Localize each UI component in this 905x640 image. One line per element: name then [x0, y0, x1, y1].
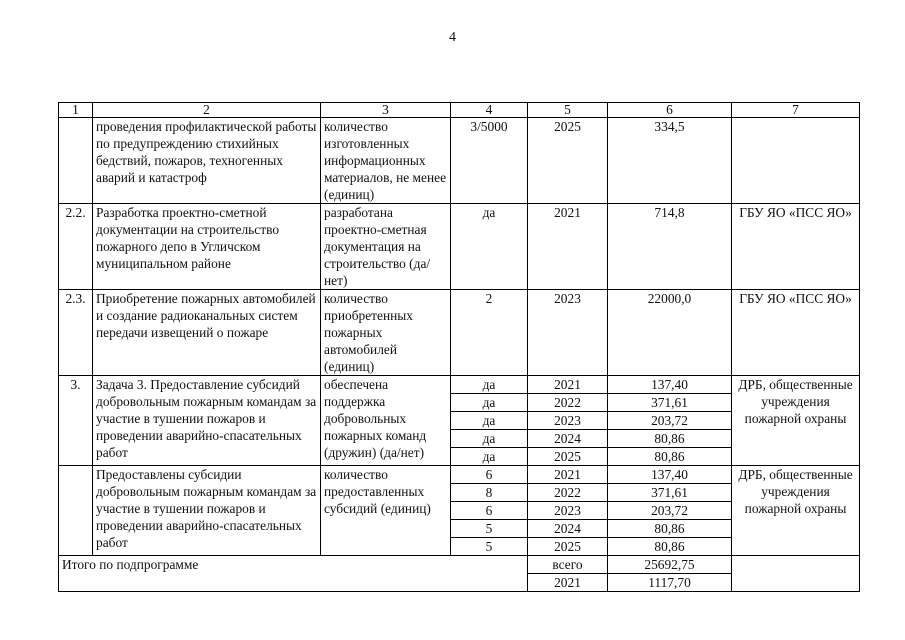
header-cell: 7: [732, 103, 860, 118]
total-year: 2021: [528, 574, 608, 592]
row-year: 2021: [528, 204, 608, 290]
row-year: 2024: [528, 520, 608, 538]
table-row: [59, 466, 860, 484]
row-name: Задача 3. Предоставление субсидий добровольным пожарным командам за участие в тушении пожаров и проведении аварийно-спасательных работ: [93, 376, 321, 466]
row-executor: ГБУ ЯО «ПСС ЯО»: [732, 290, 860, 376]
header-cell: 6: [608, 103, 732, 118]
row-amount: 334,5: [608, 118, 732, 204]
row-indicator: количество предоставленных субсидий (единиц): [321, 466, 451, 556]
row-amount: 80,86: [608, 448, 732, 466]
row-year: 2023: [528, 412, 608, 430]
table-row: [59, 290, 860, 376]
row-amount: 371,61: [608, 394, 732, 412]
row-amount: 203,72: [608, 502, 732, 520]
row-value: да: [451, 430, 528, 448]
row-year: 2021: [528, 466, 608, 484]
row-number: [59, 466, 93, 556]
row-indicator: количество приобретенных пожарных автомобилей (единиц): [321, 290, 451, 376]
row-year: 2023: [528, 502, 608, 520]
total-label: Итого по подпрограмме: [59, 556, 528, 592]
header-row: [59, 103, 860, 118]
total-row: [59, 556, 860, 574]
row-year: 2025: [528, 118, 608, 204]
table-row: [59, 118, 860, 204]
total-year: всего: [528, 556, 608, 574]
row-value: 5: [451, 520, 528, 538]
row-year: 2023: [528, 290, 608, 376]
row-amount: 80,86: [608, 520, 732, 538]
row-value: 3/5000: [451, 118, 528, 204]
row-name: Предоставлены субсидии добровольным пожарным командам за участие в тушении пожаров и проведении аварийно-спасательных работ: [93, 466, 321, 556]
total-amount: 1117,70: [608, 574, 732, 592]
total-executor: [732, 556, 860, 592]
row-indicator: количество изготовленных информационных материалов, не менее (единиц): [321, 118, 451, 204]
row-year: 2022: [528, 394, 608, 412]
row-year: 2022: [528, 484, 608, 502]
row-name: проведения профилактической работы по предупреждению стихийных бедствий, пожаров, техногенных аварий и катастроф: [93, 118, 321, 204]
row-amount: 80,86: [608, 430, 732, 448]
row-name: Приобретение пожарных автомобилей и создание радиоканальных систем передачи извещений о пожаре: [93, 290, 321, 376]
row-executor: ГБУ ЯО «ПСС ЯО»: [732, 204, 860, 290]
row-year: 2024: [528, 430, 608, 448]
row-indicator: обеспечена поддержка добровольных пожарных команд (дружин) (да/нет): [321, 376, 451, 466]
row-number: 2.3.: [59, 290, 93, 376]
row-value: да: [451, 448, 528, 466]
row-value: да: [451, 394, 528, 412]
row-indicator: разработана проектно-сметная документация на строительство (да/нет): [321, 204, 451, 290]
row-year: 2025: [528, 538, 608, 556]
row-amount: 714,8: [608, 204, 732, 290]
header-cell: 5: [528, 103, 608, 118]
page-number: 4: [449, 30, 456, 45]
row-amount: 22000,0: [608, 290, 732, 376]
row-value: 2: [451, 290, 528, 376]
row-name: Разработка проектно-сметной документации на строительство пожарного депо в Угличском муниципальном районе: [93, 204, 321, 290]
row-value: 6: [451, 502, 528, 520]
table-row: [59, 204, 860, 290]
header-cell: 4: [451, 103, 528, 118]
row-executor: ДРБ, общественные учреждения пожарной охраны: [732, 376, 860, 466]
row-value: да: [451, 412, 528, 430]
total-amount: 25692,75: [608, 556, 732, 574]
table-row: [59, 376, 860, 394]
row-value: 5: [451, 538, 528, 556]
row-year: 2021: [528, 376, 608, 394]
row-executor: ДРБ, общественные учреждения пожарной охраны: [732, 466, 860, 556]
row-number: [59, 118, 93, 204]
row-year: 2025: [528, 448, 608, 466]
program-table: [58, 102, 860, 592]
row-amount: 203,72: [608, 412, 732, 430]
row-value: да: [451, 204, 528, 290]
row-value: да: [451, 376, 528, 394]
row-number: 3.: [59, 376, 93, 466]
row-amount: 80,86: [608, 538, 732, 556]
row-number: 2.2.: [59, 204, 93, 290]
row-value: 6: [451, 466, 528, 484]
row-value: 8: [451, 484, 528, 502]
header-cell: 2: [93, 103, 321, 118]
row-amount: 137,40: [608, 466, 732, 484]
row-amount: 137,40: [608, 376, 732, 394]
row-executor: [732, 118, 860, 204]
header-cell: 1: [59, 103, 93, 118]
row-amount: 371,61: [608, 484, 732, 502]
header-cell: 3: [321, 103, 451, 118]
